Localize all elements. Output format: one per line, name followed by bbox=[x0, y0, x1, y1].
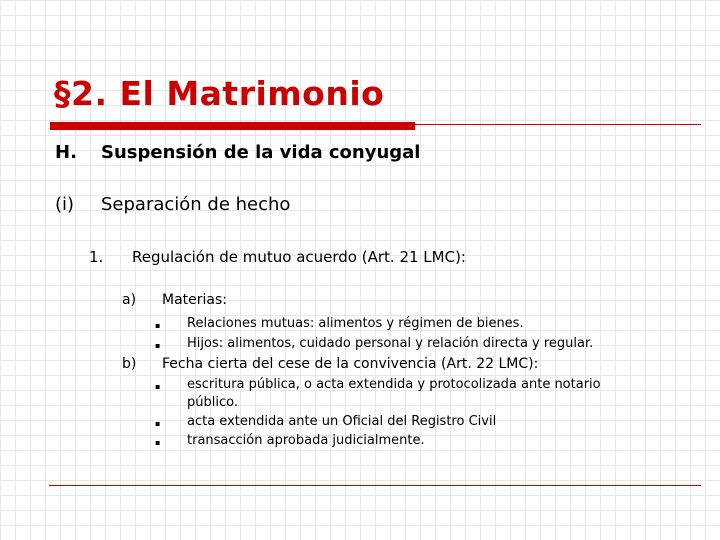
bullet-marker: ▪ bbox=[155, 419, 161, 428]
title-underline-bar bbox=[50, 122, 415, 130]
bullet-text: acta extendida ante un Oficial del Registro Civil bbox=[187, 414, 497, 429]
section-label: H. bbox=[55, 142, 77, 163]
slide-title: §2. El Matrimonio bbox=[54, 74, 385, 113]
title-underline-rule bbox=[415, 124, 701, 125]
bullet-text-continuation: público. bbox=[187, 395, 238, 410]
bullet-marker: ▪ bbox=[155, 341, 161, 350]
item-number: 1. bbox=[89, 248, 104, 266]
subitem-a-label: a) bbox=[122, 292, 137, 308]
bullet-marker: ▪ bbox=[155, 438, 161, 447]
bullet-text: Hijos: alimentos, cuidado personal y relación directa y regular. bbox=[187, 336, 594, 351]
bullet-text: escritura pública, o acta extendida y protocolizada ante notario bbox=[187, 377, 601, 392]
subsection-heading: Separación de hecho bbox=[101, 194, 291, 215]
footer-rule bbox=[49, 485, 701, 486]
section-heading: Suspensión de la vida conyugal bbox=[101, 142, 421, 163]
bullet-marker: ▪ bbox=[155, 321, 161, 330]
item-heading: Regulación de mutuo acuerdo (Art. 21 LMC): bbox=[132, 248, 466, 266]
bullet-text: Relaciones mutuas: alimentos y régimen de bienes. bbox=[187, 316, 524, 331]
bullet-marker: ▪ bbox=[155, 382, 161, 391]
subsection-label: (i) bbox=[55, 194, 75, 215]
subitem-b-label: b) bbox=[122, 356, 137, 372]
subitem-a-heading: Materias: bbox=[162, 292, 227, 308]
subitem-b-heading: Fecha cierta del cese de la convivencia (Art. 22 LMC): bbox=[162, 356, 539, 372]
bullet-text: transacción aprobada judicialmente. bbox=[187, 433, 425, 448]
